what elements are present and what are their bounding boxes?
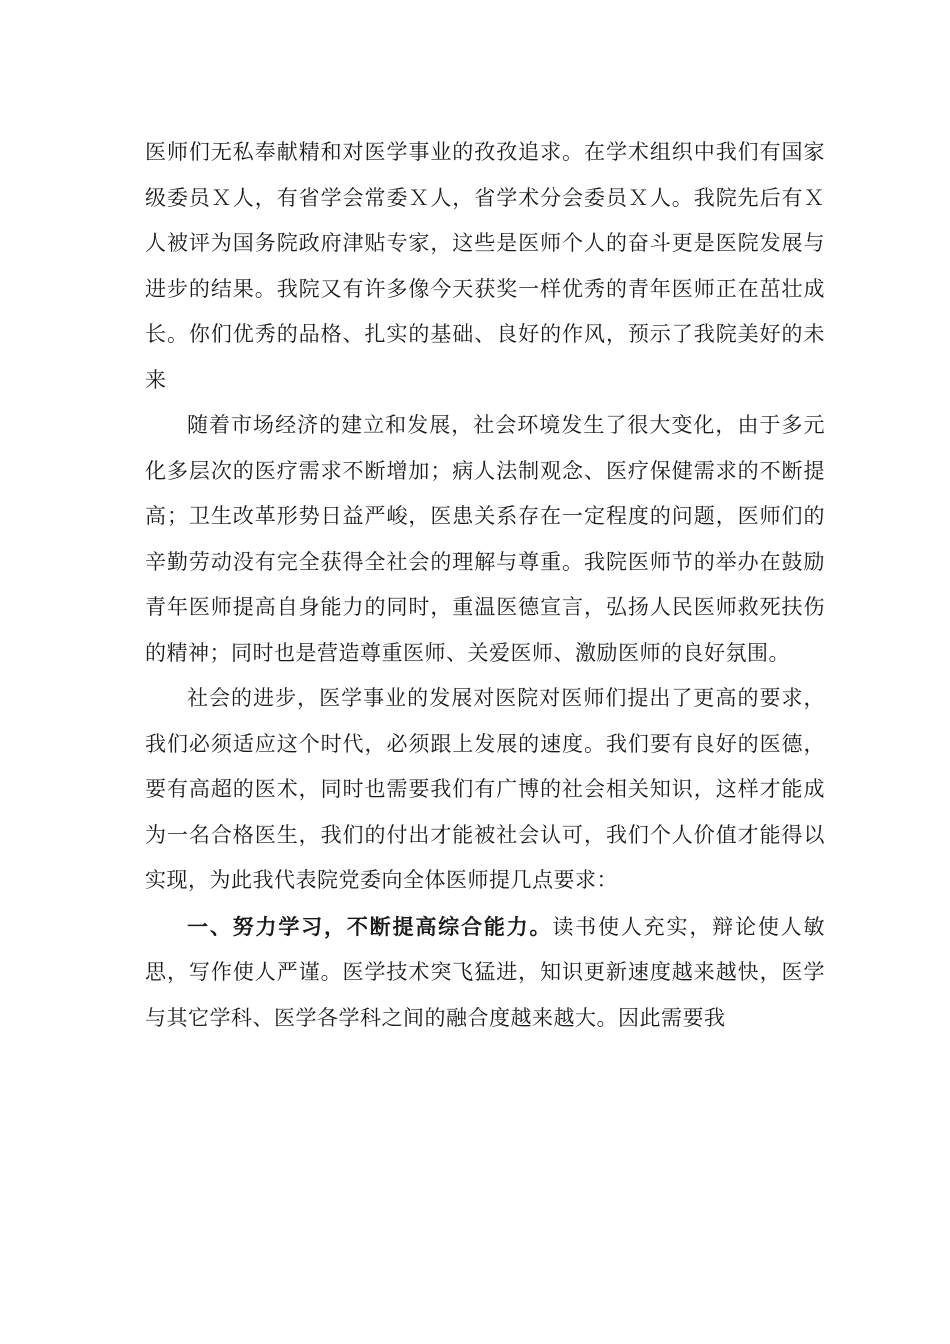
paragraph-4 [145,904,825,1042]
document-body [145,130,825,1041]
paragraph-1: 医师们无私奉献精和对医学事业的孜孜追求。在学术组织中我们有国家级委员Ｘ人，有省学会常委Ｘ人，省学术分会委员Ｘ人。我院先后有Ｘ人被评为国务院政府津贴专家，这些是医师个人的奋斗更是医院发展与进步的结果。我院又有许多像今天获奖一样优秀的青年医师正在茁壮成长。你们优秀的品格、扎实的基础、良好的作风，预示了我院美好的未来 [145,140,825,392]
paragraph-2: 随着市场经济的建立和发展，社会环境发生了很大变化，由于多元化多层次的医疗需求不断增加；病人法制观念、医疗保健需求的不断提高；卫生改革形势日益严峻，医患关系存在一定程度的问题，医师们的辛勤劳动没有完全获得全社会的理解与尊重。我院医师节的举办在鼓励青年医师提高自身能力的同时，重温医德宣言，弘扬人民医师救死扶伤的精神；同时也是营造尊重医师、关爱医师、激励医师的良好氛围。 [145,413,825,665]
section-heading: 一、努力学习，不断提高综合能力。 [187,913,553,939]
paragraph-4-text: 读书使人充实，辩论使人敏思，写作使人严谨。医学技术突飞猛进，知识更新速度越来越快，医学与其它学科、医学各学科之间的融合度越来越大。因此需要我 [145,914,826,1030]
paragraph-3: 社会的进步，医学事业的发展对医院对医师们提出了更高的要求，我们必须适应这个时代，必须跟上发展的速度。我们要有良好的医德，要有高超的医术，同时也需要我们有广博的社会相关知识，这样才能成为一名合格医生，我们的付出才能被社会认可，我们个人价值才能得以实现，为此我代表院党委向全体医师提几点要求： [145,686,825,892]
